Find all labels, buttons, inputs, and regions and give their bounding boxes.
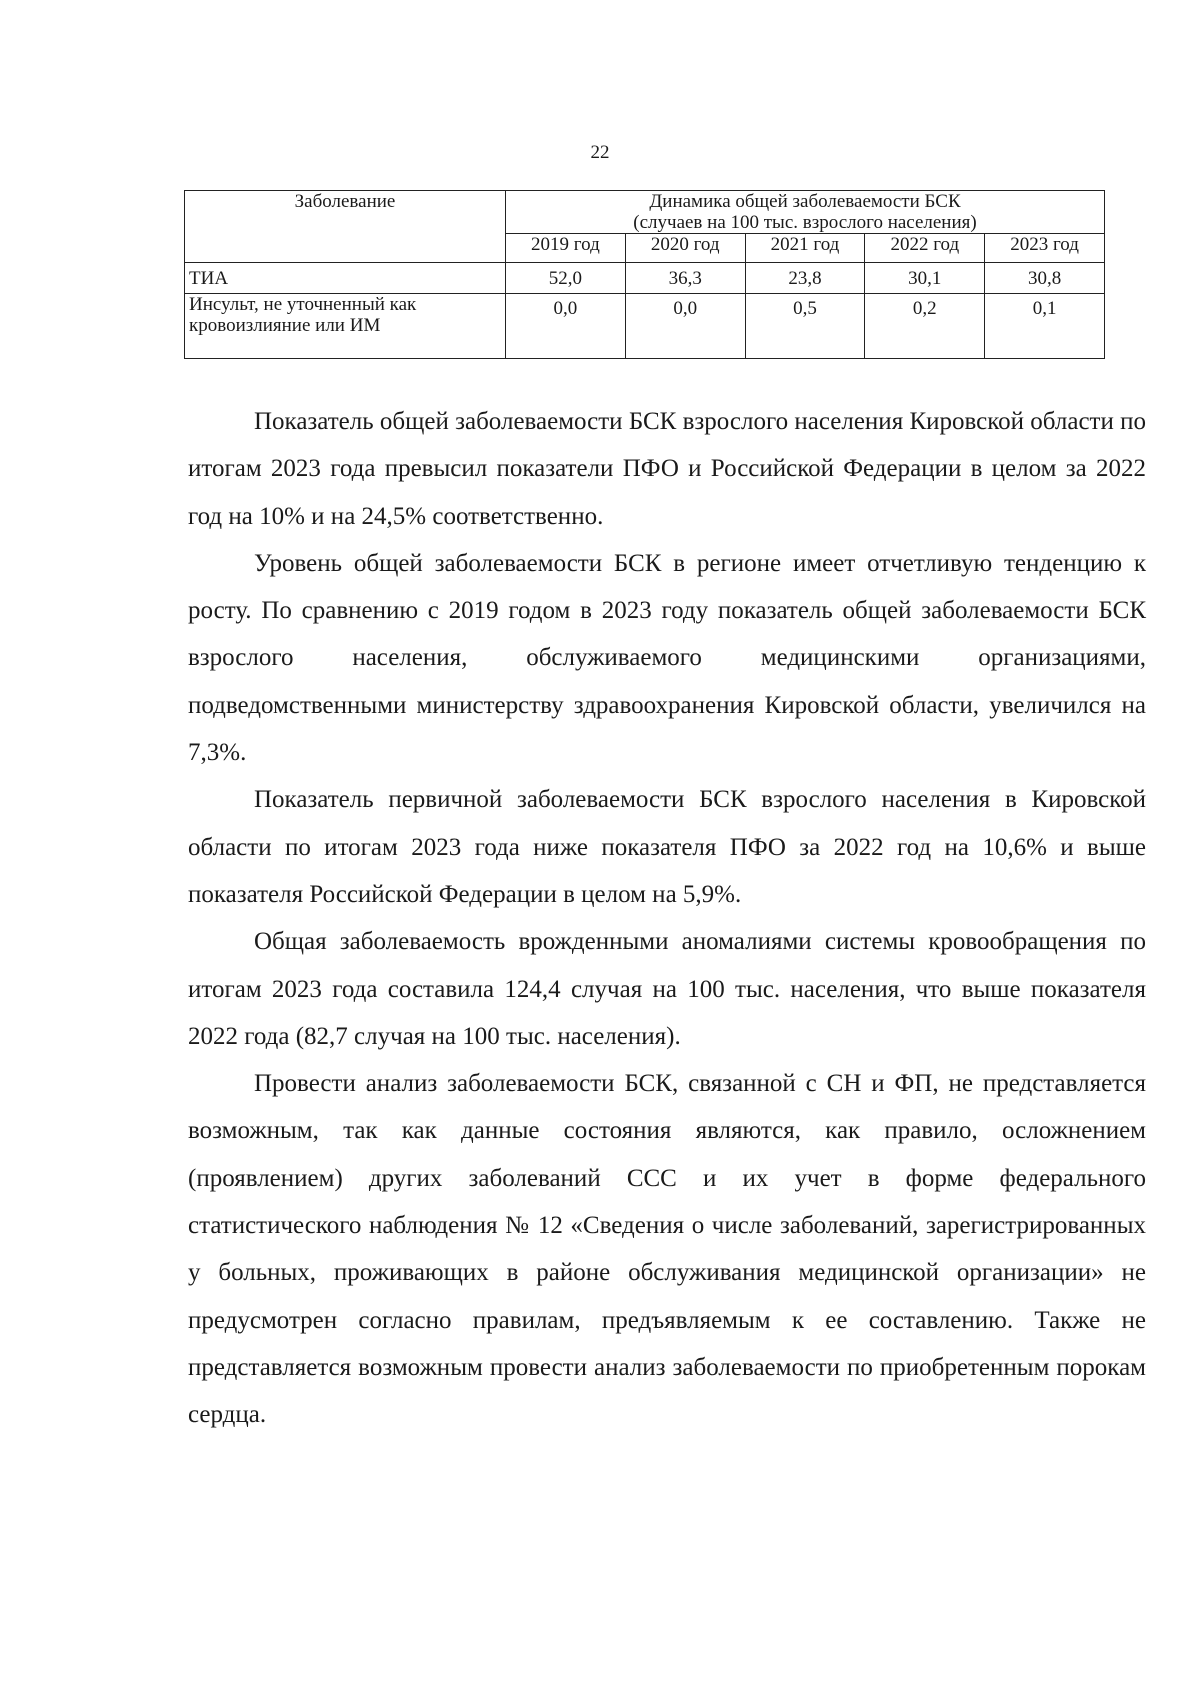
cell-value: 0,5 (745, 294, 865, 359)
row-name: ТИА (185, 263, 506, 294)
cell-value: 0,0 (625, 294, 745, 359)
header-dynamics (506, 191, 1105, 234)
page-number: 22 (590, 142, 610, 163)
paragraph: Общая заболеваемость врожденными аномалиями системы кровообращения по итогам 2023 года составила 124,4 случая на 100 тыс. населения, что выше показателя 2022 года (82,7 случая на 100 тыс. населения). (188, 928, 1146, 1050)
table-row (185, 294, 1105, 359)
cell-value: 0,1 (985, 294, 1105, 359)
row-name (185, 294, 506, 359)
cell-value: 0,2 (865, 294, 985, 359)
paragraph: Провести анализ заболеваемости БСК, связанной с СН и ФП, не представляется возможным, так как данные состояния являются, как правило, осложнением (проявлением) других заболеваний ССС и их учет в форме федерального статистического наблюдения № 12 «Сведения о числе заболеваний, зарегистрированных у больных, проживающих в районе обслуживания медицинской организации» не предусмотрен согласно правилам, предъявляемым к ее составлению. Также не представляется возможным провести анализ заболеваемости по приобретенным порокам сердца. (188, 1070, 1146, 1429)
cell-value: 0,0 (506, 294, 626, 359)
morbidity-table (184, 190, 1105, 359)
table-header-row (185, 191, 1105, 234)
row-name-line1: Инсульт, не уточненный как (189, 294, 417, 315)
row-name-line2: кровоизлияние или ИМ (189, 315, 381, 336)
cell-value: 36,3 (625, 263, 745, 294)
header-dynamics-line1: Динамика общей заболеваемости БСК (649, 191, 961, 212)
header-disease: Заболевание (185, 191, 506, 263)
header-dynamics-line2: (случаев на 100 тыс. взрослого населения) (633, 212, 977, 233)
table-row (185, 263, 1105, 294)
cell-value: 52,0 (506, 263, 626, 294)
paragraph: Показатель общей заболеваемости БСК взрослого населения Кировской области по итогам 2023 года превысил показатели ПФО и Российской Федерации в целом за 2022 год на 10% и на 24,5% соответственно. (188, 408, 1146, 530)
year-header: 2021 год (745, 234, 865, 263)
year-header: 2022 год (865, 234, 985, 263)
year-header: 2020 год (625, 234, 745, 263)
cell-value: 30,1 (865, 263, 985, 294)
body-text (188, 398, 1146, 1439)
cell-value: 23,8 (745, 263, 865, 294)
year-header: 2023 год (985, 234, 1105, 263)
paragraph: Уровень общей заболеваемости БСК в регионе имеет отчетливую тенденцию к росту. По сравнению с 2019 годом в 2023 году показатель общей заболеваемости БСК взрослого населения, обслуживаемого медицинскими организациями, подведомственными министерству здравоохранения Кировской области, увеличился на 7,3%. (188, 549, 1146, 767)
paragraph: Показатель первичной заболеваемости БСК взрослого населения в Кировской области по итогам 2023 года ниже показателя ПФО за 2022 год на 10,6% и выше показателя Российской Федерации в целом на 5,9%. (188, 786, 1146, 908)
cell-value: 30,8 (985, 263, 1105, 294)
year-header: 2019 год (506, 234, 626, 263)
